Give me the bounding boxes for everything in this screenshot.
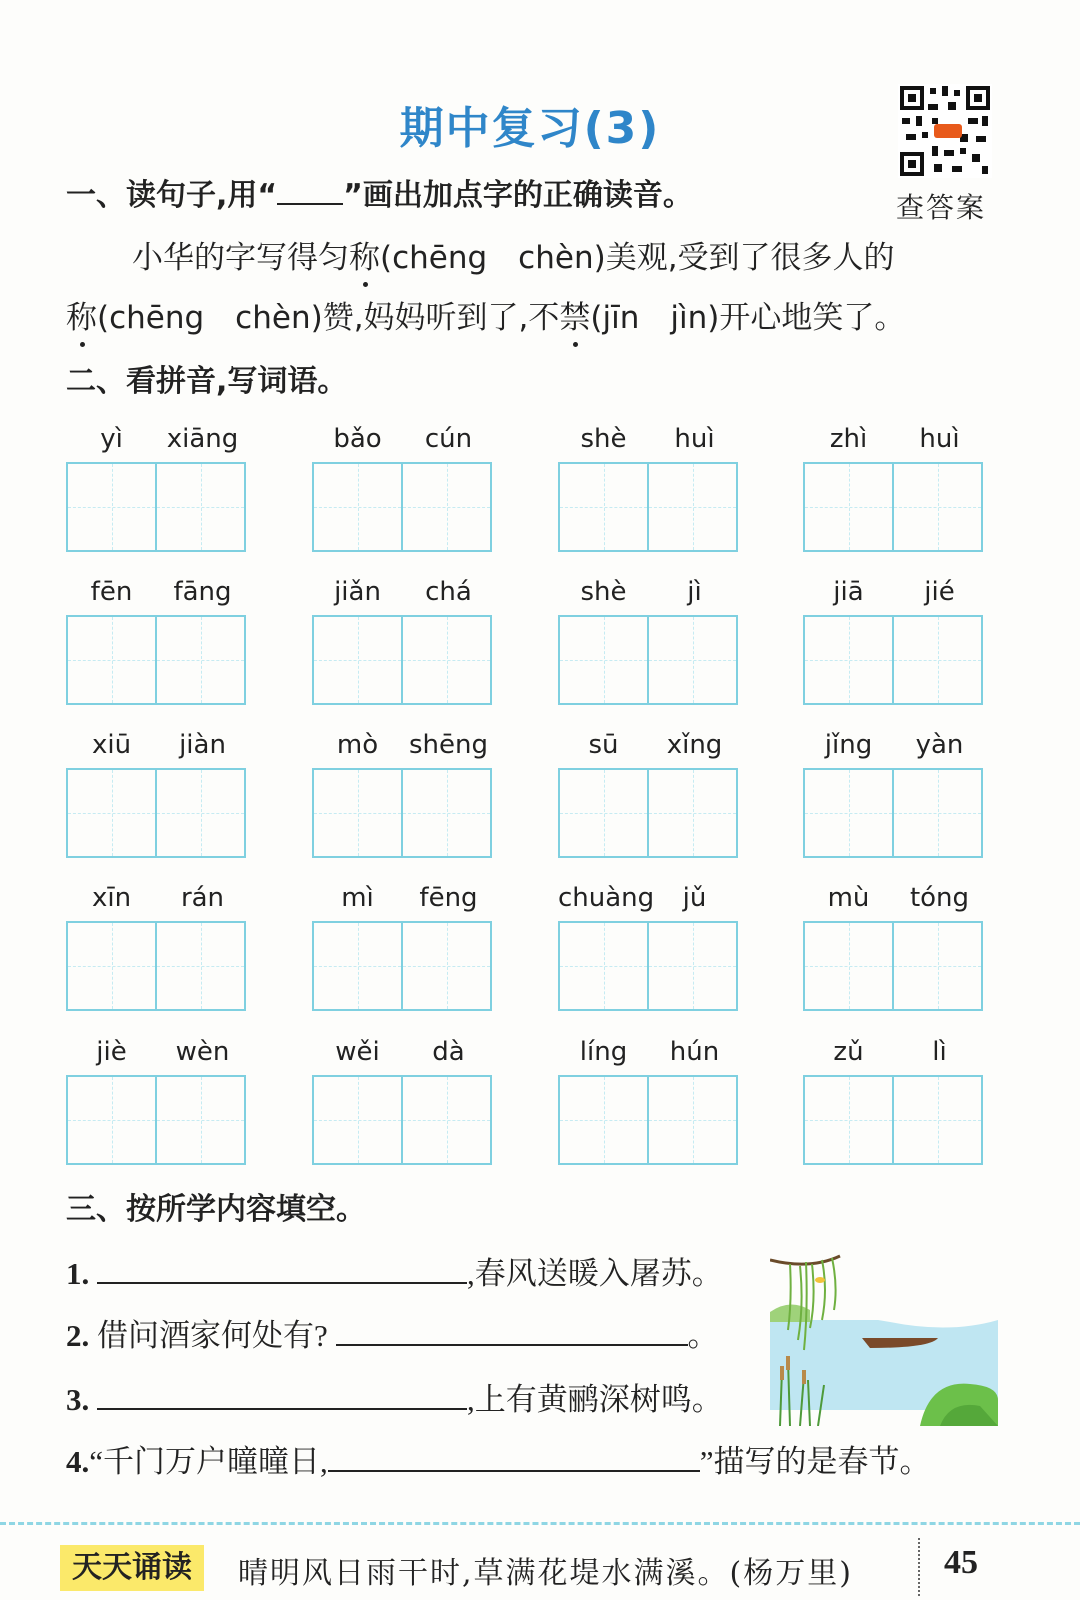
- pinyin-syllable: zhì: [829, 424, 868, 454]
- writing-box[interactable]: [647, 768, 738, 858]
- pinyin-syllable: fēng: [419, 883, 478, 913]
- fill-question-2: 2. 借问酒家何处有? 。: [66, 1318, 719, 1353]
- willow-lake-illustration: [770, 1250, 998, 1426]
- pinyin-label: [558, 730, 740, 764]
- pinyin-syllable: jiàn: [179, 730, 226, 760]
- pinyin-label: [66, 730, 248, 764]
- pinyin-syllable: chuàng: [558, 883, 655, 913]
- writing-box[interactable]: [892, 1075, 983, 1165]
- pinyin-syllable: cún: [424, 424, 473, 454]
- writing-box[interactable]: [155, 921, 246, 1011]
- writing-box[interactable]: [803, 615, 894, 705]
- qr-code-label: 查答案: [896, 191, 987, 224]
- writing-box[interactable]: [155, 1075, 246, 1165]
- pinyin-syllable: lì: [932, 1037, 947, 1067]
- pinyin-syllable: shēng: [408, 730, 488, 760]
- writing-box[interactable]: [312, 1075, 403, 1165]
- pinyin-label: [66, 577, 248, 611]
- pinyin-label: [312, 730, 494, 764]
- pinyin-label: [558, 424, 740, 458]
- writing-box[interactable]: [401, 615, 492, 705]
- writing-box[interactable]: [647, 921, 738, 1011]
- pinyin-syllable: yì: [100, 424, 123, 454]
- pinyin-label: [803, 1037, 985, 1071]
- writing-box[interactable]: [155, 462, 246, 552]
- writing-box[interactable]: [892, 768, 983, 858]
- pinyin-label: [558, 577, 740, 611]
- pinyin-syllable: jì: [687, 577, 702, 607]
- pinyin-syllable: chá: [425, 577, 472, 607]
- pinyin-syllable: shè: [580, 424, 627, 454]
- dotted-char: 禁: [559, 292, 590, 337]
- pinyin-syllable: xīn: [91, 883, 132, 913]
- writing-box[interactable]: [66, 462, 157, 552]
- pinyin-syllable: xǐng: [666, 730, 723, 760]
- writing-box[interactable]: [892, 921, 983, 1011]
- pinyin-label: [803, 424, 985, 458]
- writing-box[interactable]: [558, 615, 649, 705]
- pinyin-label: [312, 1037, 494, 1071]
- pinyin-syllable: líng: [579, 1037, 628, 1067]
- writing-box[interactable]: [155, 615, 246, 705]
- pinyin-label: [312, 883, 494, 917]
- pinyin-syllable: wèn: [175, 1037, 230, 1067]
- writing-box[interactable]: [312, 768, 403, 858]
- fill-question-1: 1. ,春风送暖入屠苏。: [66, 1256, 723, 1291]
- daily-recitation-tag: 天天诵读: [60, 1545, 204, 1591]
- fill-question-3: 3. ,上有黄鹂深树鸣。: [66, 1382, 723, 1417]
- answer-blank-4[interactable]: [328, 1444, 700, 1472]
- pinyin-syllable: yàn: [915, 730, 964, 760]
- answer-blank-3[interactable]: [97, 1382, 467, 1410]
- footer-separator: [918, 1538, 920, 1596]
- writing-box[interactable]: [66, 921, 157, 1011]
- pinyin-syllable: huì: [919, 424, 960, 454]
- writing-box[interactable]: [558, 462, 649, 552]
- writing-box[interactable]: [647, 1075, 738, 1165]
- pinyin-syllable: shè: [580, 577, 627, 607]
- writing-box[interactable]: [401, 768, 492, 858]
- writing-box[interactable]: [803, 1075, 894, 1165]
- writing-box[interactable]: [892, 615, 983, 705]
- writing-box[interactable]: [312, 462, 403, 552]
- pinyin-syllable: jǐng: [824, 730, 873, 760]
- section1-line-1: 小华的字写得匀称(chēng chèn)美观,受到了很多人的: [66, 232, 1006, 277]
- pinyin-syllable: dà: [432, 1037, 465, 1067]
- writing-box[interactable]: [401, 462, 492, 552]
- fill-question-4: 4.“千门万户曈曈日, ”描写的是春节。: [66, 1444, 931, 1479]
- pinyin-syllable: mò: [336, 730, 379, 760]
- pinyin-label: [312, 424, 494, 458]
- pinyin-label: [803, 883, 985, 917]
- pinyin-syllable: wěi: [335, 1037, 380, 1067]
- page-title: 期中复习(3): [399, 103, 661, 154]
- dotted-char: 称: [66, 292, 97, 337]
- pinyin-syllable: mù: [827, 883, 870, 913]
- pinyin-label: [66, 424, 248, 458]
- writing-box[interactable]: [558, 921, 649, 1011]
- writing-box[interactable]: [892, 462, 983, 552]
- section1-line-2: 称(chēng chèn)赞,妈妈听到了,不禁(jīn jìn)开心地笑了。: [66, 292, 1006, 337]
- daily-recitation-poem: 晴明风日雨干时,草满花堤水满溪。(杨万里): [238, 1556, 853, 1591]
- writing-box[interactable]: [803, 921, 894, 1011]
- writing-box[interactable]: [155, 768, 246, 858]
- pinyin-syllable: huì: [674, 424, 715, 454]
- pinyin-label: [558, 883, 740, 917]
- writing-box[interactable]: [803, 462, 894, 552]
- answer-blank-1[interactable]: [97, 1256, 467, 1284]
- pinyin-label: [312, 577, 494, 611]
- pinyin-syllable: xiū: [91, 730, 132, 760]
- pinyin-syllable: jiè: [96, 1037, 127, 1067]
- qr-code-icon[interactable]: [898, 84, 992, 178]
- writing-box[interactable]: [66, 1075, 157, 1165]
- pinyin-label: [66, 883, 248, 917]
- writing-box[interactable]: [558, 1075, 649, 1165]
- pinyin-syllable: jǔ: [682, 883, 707, 913]
- pinyin-syllable: jiā: [833, 577, 864, 607]
- writing-box[interactable]: [558, 768, 649, 858]
- pinyin-syllable: sū: [588, 730, 619, 760]
- pinyin-syllable: bǎo: [333, 424, 382, 454]
- pinyin-label: [66, 1037, 248, 1071]
- writing-box[interactable]: [647, 462, 738, 552]
- footer-divider: [0, 1522, 1080, 1525]
- pinyin-label: [558, 1037, 740, 1071]
- writing-box[interactable]: [647, 615, 738, 705]
- section2-heading: 二、看拼音,写词语。: [66, 364, 348, 399]
- writing-box[interactable]: [66, 615, 157, 705]
- pinyin-label: [803, 730, 985, 764]
- pinyin-label: [803, 577, 985, 611]
- writing-box[interactable]: [312, 615, 403, 705]
- pinyin-syllable: rán: [180, 883, 225, 913]
- writing-box[interactable]: [401, 1075, 492, 1165]
- pinyin-syllable: mì: [341, 883, 374, 913]
- pinyin-syllable: jiǎn: [334, 577, 381, 607]
- writing-box[interactable]: [66, 768, 157, 858]
- writing-box[interactable]: [312, 921, 403, 1011]
- dotted-char: 称: [349, 232, 380, 277]
- pinyin-syllable: tóng: [909, 883, 970, 913]
- writing-box[interactable]: [803, 768, 894, 858]
- page-number: 45: [944, 1544, 978, 1581]
- pinyin-syllable: fēn: [90, 577, 133, 607]
- pinyin-syllable: jié: [924, 577, 955, 607]
- pinyin-syllable: hún: [669, 1037, 720, 1067]
- pinyin-syllable: xiāng: [166, 424, 239, 454]
- section3-heading: 三、按所学内容填空。: [66, 1192, 366, 1227]
- section1-heading: 一、读句子,用“ ”画出加点字的正确读音。: [66, 178, 693, 213]
- answer-blank-2[interactable]: [336, 1318, 688, 1346]
- pinyin-syllable: zǔ: [833, 1037, 864, 1067]
- writing-box[interactable]: [401, 921, 492, 1011]
- pinyin-syllable: fāng: [173, 577, 232, 607]
